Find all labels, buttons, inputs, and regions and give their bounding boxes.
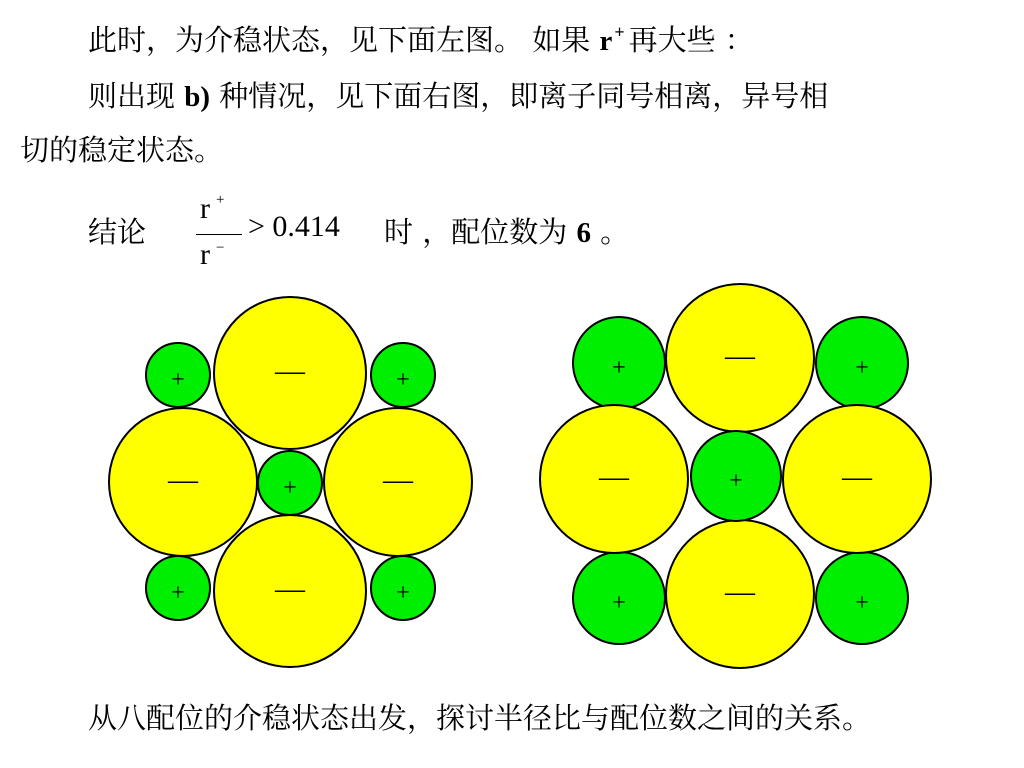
anion-label: — <box>599 460 629 493</box>
left-diagram <box>109 297 472 667</box>
cation-label: + <box>612 590 626 616</box>
line1-plus-superscript: + <box>614 22 625 42</box>
anion-label: — <box>275 354 305 387</box>
line1-text-a: 此时，为介稳状态，见下面左图。 如果 <box>88 23 600 57</box>
numerator-sign: + <box>216 192 225 208</box>
anion-label: — <box>725 339 755 372</box>
fraction-numerator: r <box>200 192 210 225</box>
cation-label: + <box>396 367 410 393</box>
anion-label: — <box>725 575 755 608</box>
anion-label: — <box>383 463 413 496</box>
suffix-text-a: 时 ，配位数为 <box>384 215 577 249</box>
suffix-text-b: 。 <box>590 215 630 249</box>
text-line-3: 切的稳定状态。 <box>20 133 224 167</box>
cation-label: + <box>396 580 410 606</box>
denominator-sign: − <box>216 240 225 256</box>
ratio-comparison: > 0.414 <box>248 210 340 243</box>
coordination-number: 6 <box>576 217 591 249</box>
cation-label: + <box>855 355 869 381</box>
anion-label: — <box>168 463 198 496</box>
cation-label: + <box>171 580 185 606</box>
right-diagram <box>540 284 931 668</box>
line1-r-symbol: r <box>599 25 613 57</box>
cation-label: + <box>171 367 185 393</box>
line2-text-c: 种情况，见下面右图，即离子同号相离，异号相 <box>210 79 829 113</box>
conclusion-label: 结论 <box>88 215 147 249</box>
cation-label: + <box>855 590 869 616</box>
cation-label: + <box>729 468 743 494</box>
line2-text-a: 则出现 <box>88 79 185 113</box>
anion-label: — <box>275 572 305 605</box>
line2-case-b: b) <box>184 81 211 113</box>
line1-text-b: 再大些 ： <box>628 23 754 57</box>
bottom-summary-line: 从八配位的介稳状态出发，探讨半径比与配位数之间的关系。 <box>88 701 872 735</box>
cation-label: + <box>612 355 626 381</box>
cation-label: + <box>283 475 297 501</box>
anion-label: — <box>842 460 872 493</box>
fraction-denominator: r <box>200 238 210 271</box>
